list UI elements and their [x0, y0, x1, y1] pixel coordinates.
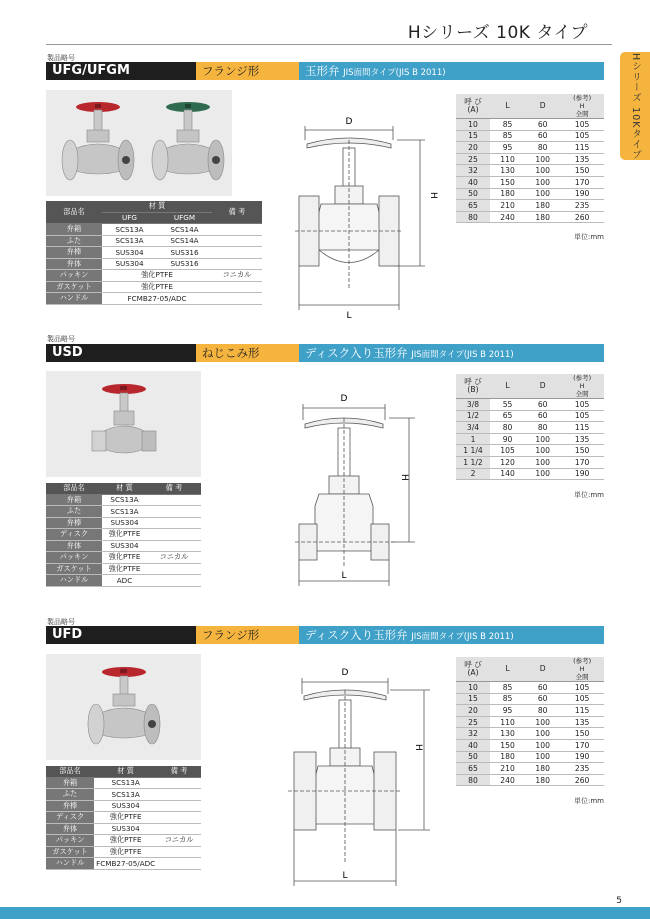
section-header-ufd [46, 626, 604, 644]
table-row: 弁棒 SUS304 SUS316 [46, 247, 262, 259]
col-size: 呼 び (A) [456, 657, 490, 682]
connection-type: フランジ形 [196, 626, 299, 644]
table-row: 10 85 60 105 [456, 119, 604, 131]
col-d: D [525, 94, 560, 119]
table-row: 弁棒 SUS304 [46, 517, 201, 529]
col-l: L [490, 657, 525, 682]
table-row: ディスク 強化PTFE [46, 812, 201, 824]
table-row: 20 95 80 115 [456, 142, 604, 154]
dim-d-label: D [341, 668, 349, 678]
material-table-ufd [46, 766, 201, 870]
col-h: (参考) H 全開 [560, 657, 604, 682]
table-row: 10 85 60 105 [456, 682, 604, 694]
dimension-table-ufg [456, 94, 604, 223]
col-material: 材 質 [102, 201, 212, 212]
product-code-label: 製品略号 [47, 335, 75, 343]
dim-h-label: H [428, 192, 438, 199]
col-h: (参考) H 全開 [560, 94, 604, 119]
table-row: 弁体 SUS304 SUS316 [46, 258, 262, 270]
connection-type: ねじこみ形 [196, 344, 299, 362]
col-d: D [525, 374, 560, 399]
table-row: パッキン 強化PTFE コニカル [46, 552, 201, 564]
table-row: 1 1/4 105 100 150 [456, 445, 604, 457]
valve-description: 玉形弁 JIS面間タイプ(JIS B 2011) [299, 62, 604, 80]
connection-type: フランジ形 [196, 62, 299, 80]
table-row: 32 130 100 150 [456, 165, 604, 177]
table-row: 32 130 100 150 [456, 728, 604, 740]
dim-l-label: L [341, 571, 347, 581]
product-code: USD [46, 344, 196, 362]
table-row: パッキン 強化PTFE コニカル [46, 835, 201, 847]
page-number: 5 [616, 896, 622, 906]
dimension-drawing-ufd [280, 664, 450, 896]
series-side-tab[interactable]: Hシリーズ 10Kタイプ [620, 52, 650, 160]
table-row: ふた SCS13A SCS14A [46, 235, 262, 247]
dimension-table-ufd [456, 657, 604, 786]
unit-note: 単位:mm [574, 233, 604, 241]
table-row: 40 150 100 170 [456, 176, 604, 188]
table-row: 80 240 180 260 [456, 211, 604, 223]
valve-photo [46, 371, 201, 477]
dim-h-label: H [413, 744, 423, 751]
product-code-label: 製品略号 [47, 618, 75, 626]
col-ufg: UFG [102, 212, 157, 224]
page-title: Hシリーズ 10K タイプ [407, 23, 588, 43]
col-l: L [490, 374, 525, 399]
table-row: 1 90 100 135 [456, 433, 604, 445]
table-row: 3/4 80 80 115 [456, 422, 604, 434]
section-header-ufg [46, 62, 604, 80]
table-row: 40 150 100 170 [456, 739, 604, 751]
col-remarks: 備 考 [147, 483, 201, 494]
table-row: 65 210 180 235 [456, 763, 604, 775]
table-row: ふた SCS13A [46, 789, 201, 801]
dim-d-label: D [345, 117, 353, 127]
dim-d-label: D [340, 394, 348, 404]
table-row: 3/8 55 60 105 [456, 399, 604, 411]
table-row: 弁棒 SUS304 [46, 800, 201, 812]
dim-l-label: L [346, 311, 352, 321]
col-part-name: 部品名 [46, 483, 102, 494]
valve-description: ディスク入り玉形弁 JIS面間タイプ(JIS B 2011) [299, 344, 604, 362]
section-header-usd [46, 344, 604, 362]
table-row: 20 95 80 115 [456, 705, 604, 717]
table-row: 15 85 60 105 [456, 130, 604, 142]
col-ufgm: UFGM [157, 212, 212, 224]
dimension-drawing-usd [285, 386, 445, 596]
table-row: 50 180 100 190 [456, 751, 604, 763]
product-photo-usd [46, 371, 201, 477]
col-material: 材 質 [102, 483, 147, 494]
dimension-drawing-ufg [285, 100, 445, 325]
table-row: ガスケット 強化PTFE [46, 846, 201, 858]
footer-bar [0, 907, 650, 919]
col-size: 呼 び (A) [456, 94, 490, 119]
table-row: 25 110 100 135 [456, 716, 604, 728]
dimension-table-usd [456, 374, 604, 480]
table-row: 弁体 SUS304 [46, 823, 201, 835]
col-h: (参考) H 全開 [560, 374, 604, 399]
col-size: 呼 び (B) [456, 374, 490, 399]
valve-description: ディスク入り玉形弁 JIS面間タイプ(JIS B 2011) [299, 626, 604, 644]
table-row: 弁箱 SCS13A [46, 494, 201, 506]
table-row: 25 110 100 135 [456, 153, 604, 165]
table-row: 弁箱 SCS13A [46, 777, 201, 789]
table-row: 80 240 180 260 [456, 774, 604, 786]
product-code: UFD [46, 626, 196, 644]
valve-photo [46, 654, 201, 760]
dim-l-label: L [342, 871, 348, 881]
col-d: D [525, 657, 560, 682]
unit-note: 単位:mm [574, 491, 604, 499]
col-part-name: 部品名 [46, 766, 94, 777]
table-row: 1/2 65 60 105 [456, 410, 604, 422]
product-photo-ufg [46, 90, 232, 196]
product-code: UFG/UFGM [46, 62, 196, 80]
table-row: パッキン 強化PTFE コニカル [46, 270, 262, 282]
col-part-name: 部品名 [46, 201, 102, 224]
unit-note: 単位:mm [574, 797, 604, 805]
dim-h-label: H [399, 474, 409, 481]
table-row: 1 1/2 120 100 170 [456, 456, 604, 468]
product-photo-ufd [46, 654, 201, 760]
table-row: ガスケット 強化PTFE [46, 563, 201, 575]
table-row: ガスケット 強化PTFE [46, 281, 262, 293]
product-code-label: 製品略号 [47, 54, 75, 62]
title-divider [46, 44, 612, 45]
col-material: 材 質 [94, 766, 157, 777]
table-row: 50 180 100 190 [456, 188, 604, 200]
table-row: ふた SCS13A [46, 506, 201, 518]
col-l: L [490, 94, 525, 119]
table-row: 弁体 SUS304 [46, 540, 201, 552]
table-row: ディスク 強化PTFE [46, 529, 201, 541]
valve-photo-pair [46, 90, 232, 196]
table-row: ハンドル FCMB27-05/ADC [46, 293, 262, 305]
material-table-usd [46, 483, 201, 587]
table-row: 15 85 60 105 [456, 693, 604, 705]
table-row: 65 210 180 235 [456, 200, 604, 212]
col-remarks: 備 考 [157, 766, 201, 777]
table-row: 2 140 100 190 [456, 468, 604, 480]
table-row: ハンドル FCMB27-05/ADC [46, 858, 201, 870]
table-row: 弁箱 SCS13A SCS14A [46, 224, 262, 236]
material-table-ufg [46, 201, 262, 305]
table-row: ハンドル ADC [46, 575, 201, 587]
col-remarks: 備 考 [212, 201, 262, 224]
